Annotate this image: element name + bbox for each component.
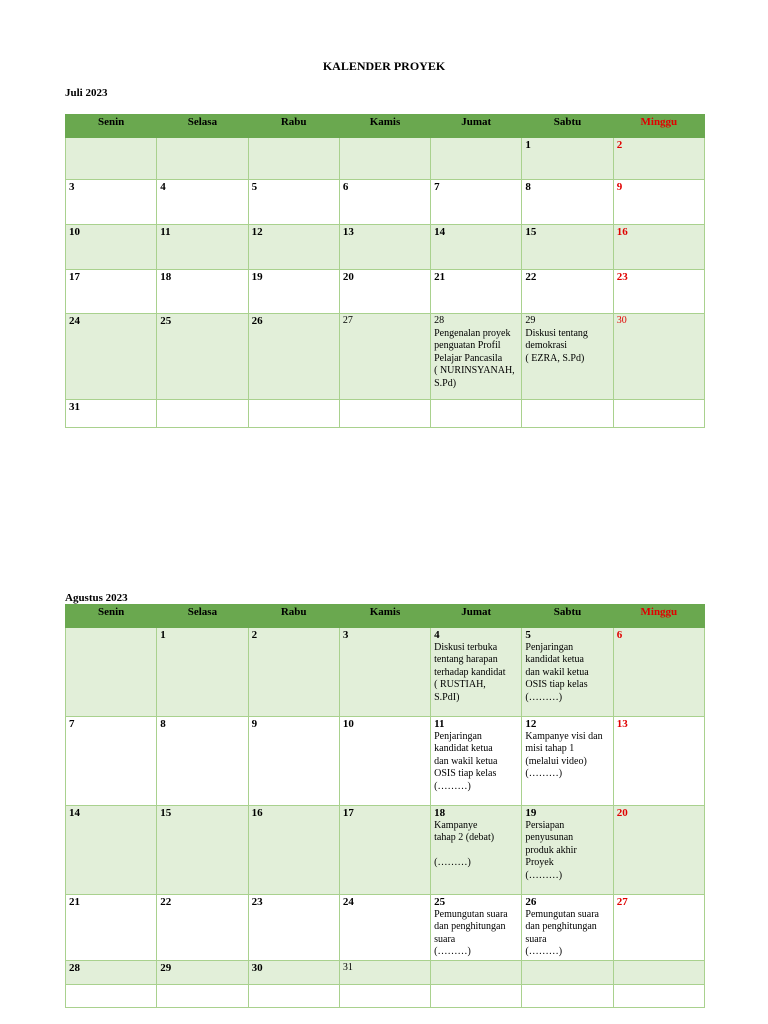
day-number: 3 bbox=[342, 629, 349, 641]
weekday-header-kamis: Kamis bbox=[339, 605, 430, 628]
day-number: 7 bbox=[69, 718, 75, 730]
week-row bbox=[66, 717, 705, 806]
day-cell bbox=[339, 960, 430, 984]
day-cell bbox=[339, 225, 430, 270]
day-number: 5 bbox=[251, 181, 258, 193]
day-cell bbox=[431, 138, 522, 180]
day-number: 21 bbox=[434, 271, 446, 283]
day-cell bbox=[157, 984, 248, 1007]
day-number: 11 bbox=[160, 226, 171, 238]
day-cell bbox=[522, 180, 613, 225]
day-number: 3 bbox=[69, 181, 75, 193]
week-row bbox=[66, 400, 705, 428]
day-cell bbox=[248, 960, 339, 984]
day-number: 22 bbox=[525, 271, 537, 283]
day-cell bbox=[431, 400, 522, 428]
day-cell bbox=[613, 960, 704, 984]
day-number: 16 bbox=[251, 807, 263, 819]
week-row bbox=[66, 628, 705, 717]
month-label-july: Juli 2023 bbox=[65, 87, 108, 99]
day-cell bbox=[157, 270, 248, 314]
day-cell bbox=[66, 138, 157, 180]
day-cell bbox=[248, 628, 339, 717]
day-cell bbox=[248, 400, 339, 428]
day-number: 27 bbox=[342, 315, 353, 326]
day-cell bbox=[613, 806, 704, 895]
day-cell bbox=[66, 180, 157, 225]
weekday-header-sabtu: Sabtu bbox=[522, 115, 613, 138]
day-cell bbox=[66, 314, 157, 400]
day-cell bbox=[66, 717, 157, 806]
day-number: 26 bbox=[251, 315, 263, 327]
day-cell bbox=[613, 314, 704, 400]
weekday-header-rabu: Rabu bbox=[248, 605, 339, 628]
month-label-august: Agustus 2023 bbox=[65, 592, 128, 604]
weekday-header-jumat: Jumat bbox=[431, 605, 522, 628]
day-number: 28 bbox=[434, 315, 445, 326]
day-number: 9 bbox=[616, 181, 623, 193]
day-number: 10 bbox=[69, 226, 80, 238]
weekday-header-minggu: Minggu bbox=[613, 605, 704, 628]
day-number: 11 bbox=[434, 718, 445, 730]
weekday-header-minggu: Minggu bbox=[613, 115, 704, 138]
day-number: 30 bbox=[616, 315, 627, 326]
day-cell bbox=[522, 400, 613, 428]
day-cell bbox=[157, 960, 248, 984]
day-number: 5 bbox=[525, 629, 531, 641]
day-cell bbox=[66, 628, 157, 717]
weekday-header-selasa: Selasa bbox=[157, 605, 248, 628]
day-cell bbox=[339, 314, 430, 400]
event-text: Penjaringan kandidat ketua dan wakil ketua OSIS tiap kelas (………) bbox=[434, 730, 498, 792]
day-cell bbox=[66, 895, 157, 961]
day-number: 20 bbox=[616, 807, 628, 819]
day-cell bbox=[157, 314, 248, 400]
day-cell bbox=[248, 717, 339, 806]
day-number: 14 bbox=[434, 226, 446, 238]
day-number: 24 bbox=[69, 315, 80, 327]
day-cell bbox=[431, 270, 522, 314]
calendar-july bbox=[65, 114, 705, 428]
weekday-header-sabtu: Sabtu bbox=[522, 605, 613, 628]
day-number: 15 bbox=[525, 226, 537, 238]
day-number: 17 bbox=[69, 271, 80, 283]
day-cell bbox=[66, 225, 157, 270]
event-text: Diskusi tentang demokrasi ( EZRA, S.Pd) bbox=[525, 327, 588, 364]
day-cell bbox=[431, 960, 522, 984]
weekday-header-row bbox=[66, 605, 705, 628]
event-text: Pengenalan proyek penguatan Profil Pelajar Pancasila ( NURINSYANAH, S.Pd) bbox=[434, 327, 515, 389]
day-cell bbox=[522, 984, 613, 1007]
event-text: Diskusi terbuka tentang harapan terhadap kandidat ( RUSTIAH, S.PdI) bbox=[434, 641, 506, 703]
day-number: 13 bbox=[616, 718, 628, 730]
day-cell bbox=[522, 806, 613, 895]
day-number: 9 bbox=[251, 718, 258, 730]
day-number: 23 bbox=[251, 896, 263, 908]
day-number: 14 bbox=[69, 807, 80, 819]
day-cell bbox=[522, 960, 613, 984]
week-row bbox=[66, 984, 705, 1007]
weekday-header-kamis: Kamis bbox=[339, 115, 430, 138]
day-number: 12 bbox=[251, 226, 263, 238]
day-number: 12 bbox=[525, 718, 537, 730]
day-number: 29 bbox=[160, 961, 172, 974]
day-number: 7 bbox=[434, 181, 440, 193]
event-text: Penjaringan kandidat ketua dan wakil ketua OSIS tiap kelas (………) bbox=[525, 641, 589, 703]
day-number: 18 bbox=[434, 807, 446, 819]
day-number: 13 bbox=[342, 226, 354, 238]
day-number: 28 bbox=[69, 961, 80, 974]
day-number: 23 bbox=[616, 271, 628, 283]
day-cell bbox=[431, 717, 522, 806]
event-text: Kampanye visi dan misi tahap 1 (melalui video) (………) bbox=[525, 730, 603, 779]
day-cell bbox=[339, 895, 430, 961]
day-number: 24 bbox=[342, 896, 354, 908]
day-number: 8 bbox=[525, 181, 531, 193]
week-row bbox=[66, 895, 705, 961]
day-cell bbox=[157, 400, 248, 428]
week-row bbox=[66, 180, 705, 225]
day-cell bbox=[522, 225, 613, 270]
event-text: Pemungutan suara dan penghitungan suara (………) bbox=[525, 908, 599, 957]
weekday-header-senin: Senin bbox=[66, 115, 157, 138]
day-number: 21 bbox=[69, 896, 80, 908]
weekday-header-selasa: Selasa bbox=[157, 115, 248, 138]
day-cell bbox=[66, 806, 157, 895]
day-cell bbox=[339, 984, 430, 1007]
day-cell bbox=[522, 270, 613, 314]
day-cell bbox=[431, 806, 522, 895]
day-number: 25 bbox=[160, 315, 172, 327]
day-number: 4 bbox=[434, 629, 440, 641]
day-number: 1 bbox=[160, 629, 166, 641]
day-cell bbox=[613, 895, 704, 961]
day-number: 2 bbox=[616, 139, 623, 151]
week-row bbox=[66, 270, 705, 314]
day-cell bbox=[339, 628, 430, 717]
day-cell bbox=[248, 138, 339, 180]
day-number: 25 bbox=[434, 896, 446, 908]
day-number: 30 bbox=[251, 961, 263, 974]
day-cell bbox=[157, 806, 248, 895]
day-cell bbox=[613, 717, 704, 806]
day-cell bbox=[431, 895, 522, 961]
event-text: Persiapan penyusunan produk akhir Proyek (………) bbox=[525, 819, 577, 881]
day-cell bbox=[613, 180, 704, 225]
day-cell bbox=[157, 717, 248, 806]
day-cell bbox=[248, 314, 339, 400]
day-number: 19 bbox=[251, 271, 263, 283]
day-number: 27 bbox=[616, 896, 628, 908]
weekday-header-jumat: Jumat bbox=[431, 115, 522, 138]
day-cell bbox=[431, 314, 522, 400]
day-number: 17 bbox=[342, 807, 354, 819]
day-number: 6 bbox=[342, 181, 349, 193]
day-number: 26 bbox=[525, 896, 537, 908]
day-cell bbox=[431, 225, 522, 270]
calendar-august bbox=[65, 604, 705, 1008]
day-number: 8 bbox=[160, 718, 166, 730]
day-cell bbox=[248, 225, 339, 270]
day-cell bbox=[613, 138, 704, 180]
day-number: 15 bbox=[160, 807, 172, 819]
day-cell bbox=[339, 806, 430, 895]
day-cell bbox=[339, 138, 430, 180]
week-row bbox=[66, 138, 705, 180]
day-number: 4 bbox=[160, 181, 166, 193]
day-cell bbox=[66, 984, 157, 1007]
week-row bbox=[66, 960, 705, 984]
day-cell bbox=[431, 180, 522, 225]
event-text: Pemungutan suara dan penghitungan suara (………) bbox=[434, 908, 508, 957]
day-cell bbox=[339, 180, 430, 225]
day-cell bbox=[157, 628, 248, 717]
week-row bbox=[66, 314, 705, 400]
event-text: Kampanye tahap 2 (debat) (………) bbox=[434, 819, 495, 868]
day-cell bbox=[157, 138, 248, 180]
day-cell bbox=[613, 225, 704, 270]
day-cell bbox=[522, 628, 613, 717]
day-number: 31 bbox=[69, 401, 80, 413]
page-title: KALENDER PROYEK bbox=[322, 59, 446, 73]
day-cell bbox=[66, 270, 157, 314]
week-row bbox=[66, 806, 705, 895]
day-cell bbox=[522, 895, 613, 961]
day-cell bbox=[613, 984, 704, 1007]
day-cell bbox=[522, 314, 613, 400]
weekday-header-senin: Senin bbox=[66, 605, 157, 628]
weekday-header-rabu: Rabu bbox=[248, 115, 339, 138]
day-cell bbox=[66, 960, 157, 984]
day-number: 31 bbox=[342, 961, 353, 973]
day-cell bbox=[248, 895, 339, 961]
day-cell bbox=[431, 984, 522, 1007]
day-cell bbox=[157, 225, 248, 270]
day-cell bbox=[66, 400, 157, 428]
day-cell bbox=[522, 138, 613, 180]
day-number: 29 bbox=[525, 315, 536, 326]
day-cell bbox=[248, 180, 339, 225]
week-row bbox=[66, 225, 705, 270]
day-cell bbox=[248, 270, 339, 314]
day-cell bbox=[339, 270, 430, 314]
weekday-header-row bbox=[66, 115, 705, 138]
day-cell bbox=[339, 400, 430, 428]
day-cell bbox=[339, 717, 430, 806]
day-cell bbox=[522, 717, 613, 806]
day-number: 6 bbox=[616, 629, 623, 641]
day-cell bbox=[613, 270, 704, 314]
day-cell bbox=[248, 806, 339, 895]
day-cell bbox=[613, 628, 704, 717]
day-cell bbox=[248, 984, 339, 1007]
day-number: 18 bbox=[160, 271, 172, 283]
day-number: 10 bbox=[342, 718, 354, 730]
day-cell bbox=[157, 180, 248, 225]
day-number: 20 bbox=[342, 271, 354, 283]
day-cell bbox=[613, 400, 704, 428]
day-cell bbox=[157, 895, 248, 961]
day-number: 16 bbox=[616, 226, 628, 238]
day-cell bbox=[431, 628, 522, 717]
day-number: 2 bbox=[251, 629, 258, 641]
day-number: 1 bbox=[525, 139, 531, 151]
day-number: 22 bbox=[160, 896, 172, 908]
day-number: 19 bbox=[525, 807, 537, 819]
